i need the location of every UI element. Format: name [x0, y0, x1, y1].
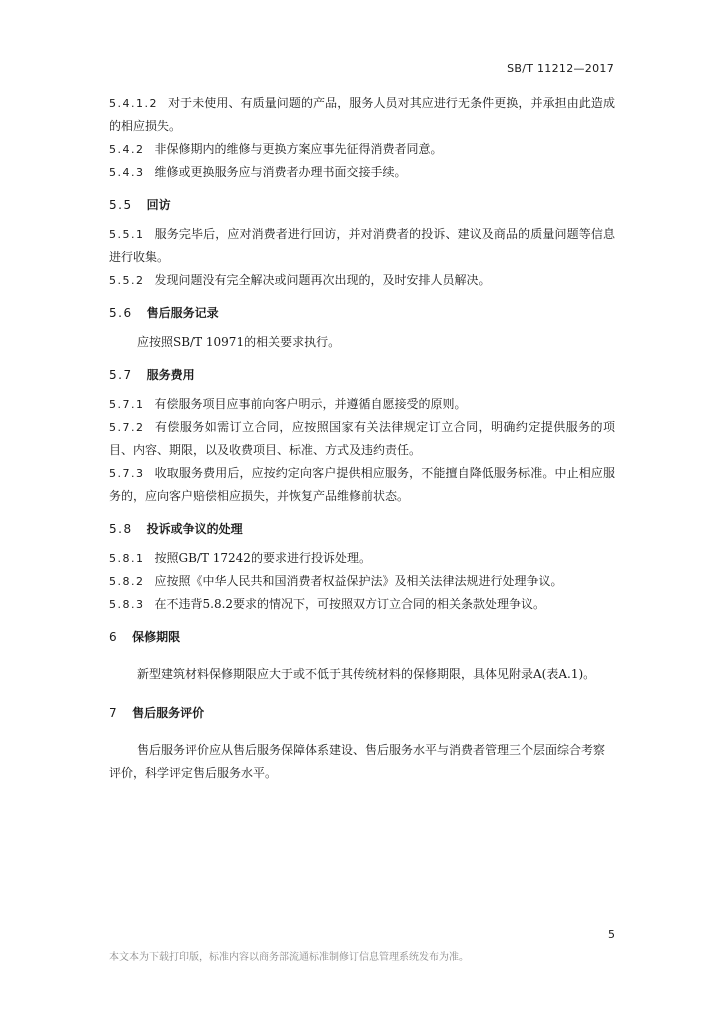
section-title: 回访	[146, 198, 171, 212]
section-number: 6	[109, 630, 119, 644]
section-number: 7	[109, 706, 119, 720]
section-heading-5-5	[109, 194, 615, 217]
clause-text: 发现问题没有完全解决或问题再次出现的，及时安排人员解决。	[154, 273, 491, 287]
clause-5-7-1	[109, 393, 615, 416]
section-heading-7	[109, 702, 615, 725]
footer-note: 本文本为下载打印版，标准内容以商务部流通标准制修订信息管理系统发布为准。	[109, 952, 469, 963]
section-title: 服务费用	[146, 368, 195, 382]
clause-5-4-3	[109, 161, 615, 184]
section-number: 5.6	[109, 306, 133, 320]
clause-5-7-3	[109, 462, 615, 508]
clause-text: 按照GB/T 17242的要求进行投诉处理。	[154, 551, 371, 565]
section-number: 5.8	[109, 522, 133, 536]
clause-number: 5.8.2	[109, 575, 145, 588]
clause-5-5-2	[109, 269, 615, 292]
section-title: 售后服务记录	[146, 306, 219, 320]
section-heading-5-8	[109, 518, 615, 541]
section-7-body: 售后服务评价应从售后服务保障体系建设、售后服务水平与消费者管理三个层面综合考察评价，科学评定售后服务水平。	[109, 743, 606, 780]
clause-text: 服务完毕后，应对消费者进行回访，并对消费者的投诉、建议及商品的质量问题等信息进行收集。	[109, 227, 615, 264]
clause-number: 5.4.2	[109, 143, 145, 156]
clause-text: 对于未使用、有质量问题的产品，服务人员对其应进行无条件更换，并承担由此造成的相应损失。	[109, 96, 615, 133]
clause-text: 应按照《中华人民共和国消费者权益保护法》及相关法律法规进行处理争议。	[154, 574, 563, 588]
clause-5-8-1	[109, 547, 615, 570]
section-heading-5-6	[109, 302, 615, 325]
clause-text: 收取服务费用后，应按约定向客户提供相应服务，不能擅自降低服务标准。中止相应服务的，应向客户赔偿相应损失，并恢复产品维修前状态。	[109, 466, 615, 503]
clause-text: 维修或更换服务应与消费者办理书面交接手续。	[154, 165, 407, 179]
clause-5-7-2	[109, 416, 615, 462]
clause-number: 5.7.2	[109, 421, 145, 434]
clause-5-4-1-2	[109, 92, 615, 138]
section-number: 5.7	[109, 368, 133, 382]
clause-number: 5.5.2	[109, 274, 145, 287]
clause-number: 5.8.1	[109, 552, 145, 565]
clause-5-8-2	[109, 570, 615, 593]
section-heading-5-7	[109, 364, 615, 387]
clause-5-8-3	[109, 593, 615, 616]
section-title: 保修期限	[132, 630, 181, 644]
clause-text: 有偿服务如需订立合同，应按照国家有关法律规定订立合同，明确约定提供服务的项目、内容、期限，以及收费项目、标准、方式及违约责任。	[109, 420, 615, 457]
clause-number: 5.7.1	[109, 398, 145, 411]
section-title: 售后服务评价	[132, 706, 205, 720]
clause-5-4-2	[109, 138, 615, 161]
clause-5-5-1	[109, 223, 615, 269]
clause-number: 5.8.3	[109, 598, 145, 611]
standard-code: SB/T 11212—2017	[507, 62, 614, 75]
clause-number: 5.5.1	[109, 228, 145, 241]
clause-number: 5.4.1.2	[109, 97, 158, 110]
document-body	[109, 92, 615, 801]
section-5-6-body: 应按照SB/T 10971的相关要求执行。	[137, 335, 341, 349]
page-number: 5	[608, 928, 615, 941]
clause-text: 在不违背5.8.2要求的情况下，可按照双方订立合同的相关条款处理争议。	[154, 597, 546, 611]
clause-number: 5.7.3	[109, 467, 145, 480]
clause-text: 非保修期内的维修与更换方案应事先征得消费者同意。	[154, 142, 443, 156]
clause-number: 5.4.3	[109, 166, 145, 179]
section-heading-6	[109, 626, 615, 649]
section-6-body: 新型建筑材料保修期限应大于或不低于其传统材料的保修期限，具体见附录A(表A.1)。	[137, 667, 596, 681]
section-title: 投诉或争议的处理	[146, 522, 243, 536]
clause-text: 有偿服务项目应事前向客户明示，并遵循自愿接受的原则。	[154, 397, 467, 411]
section-number: 5.5	[109, 198, 133, 212]
